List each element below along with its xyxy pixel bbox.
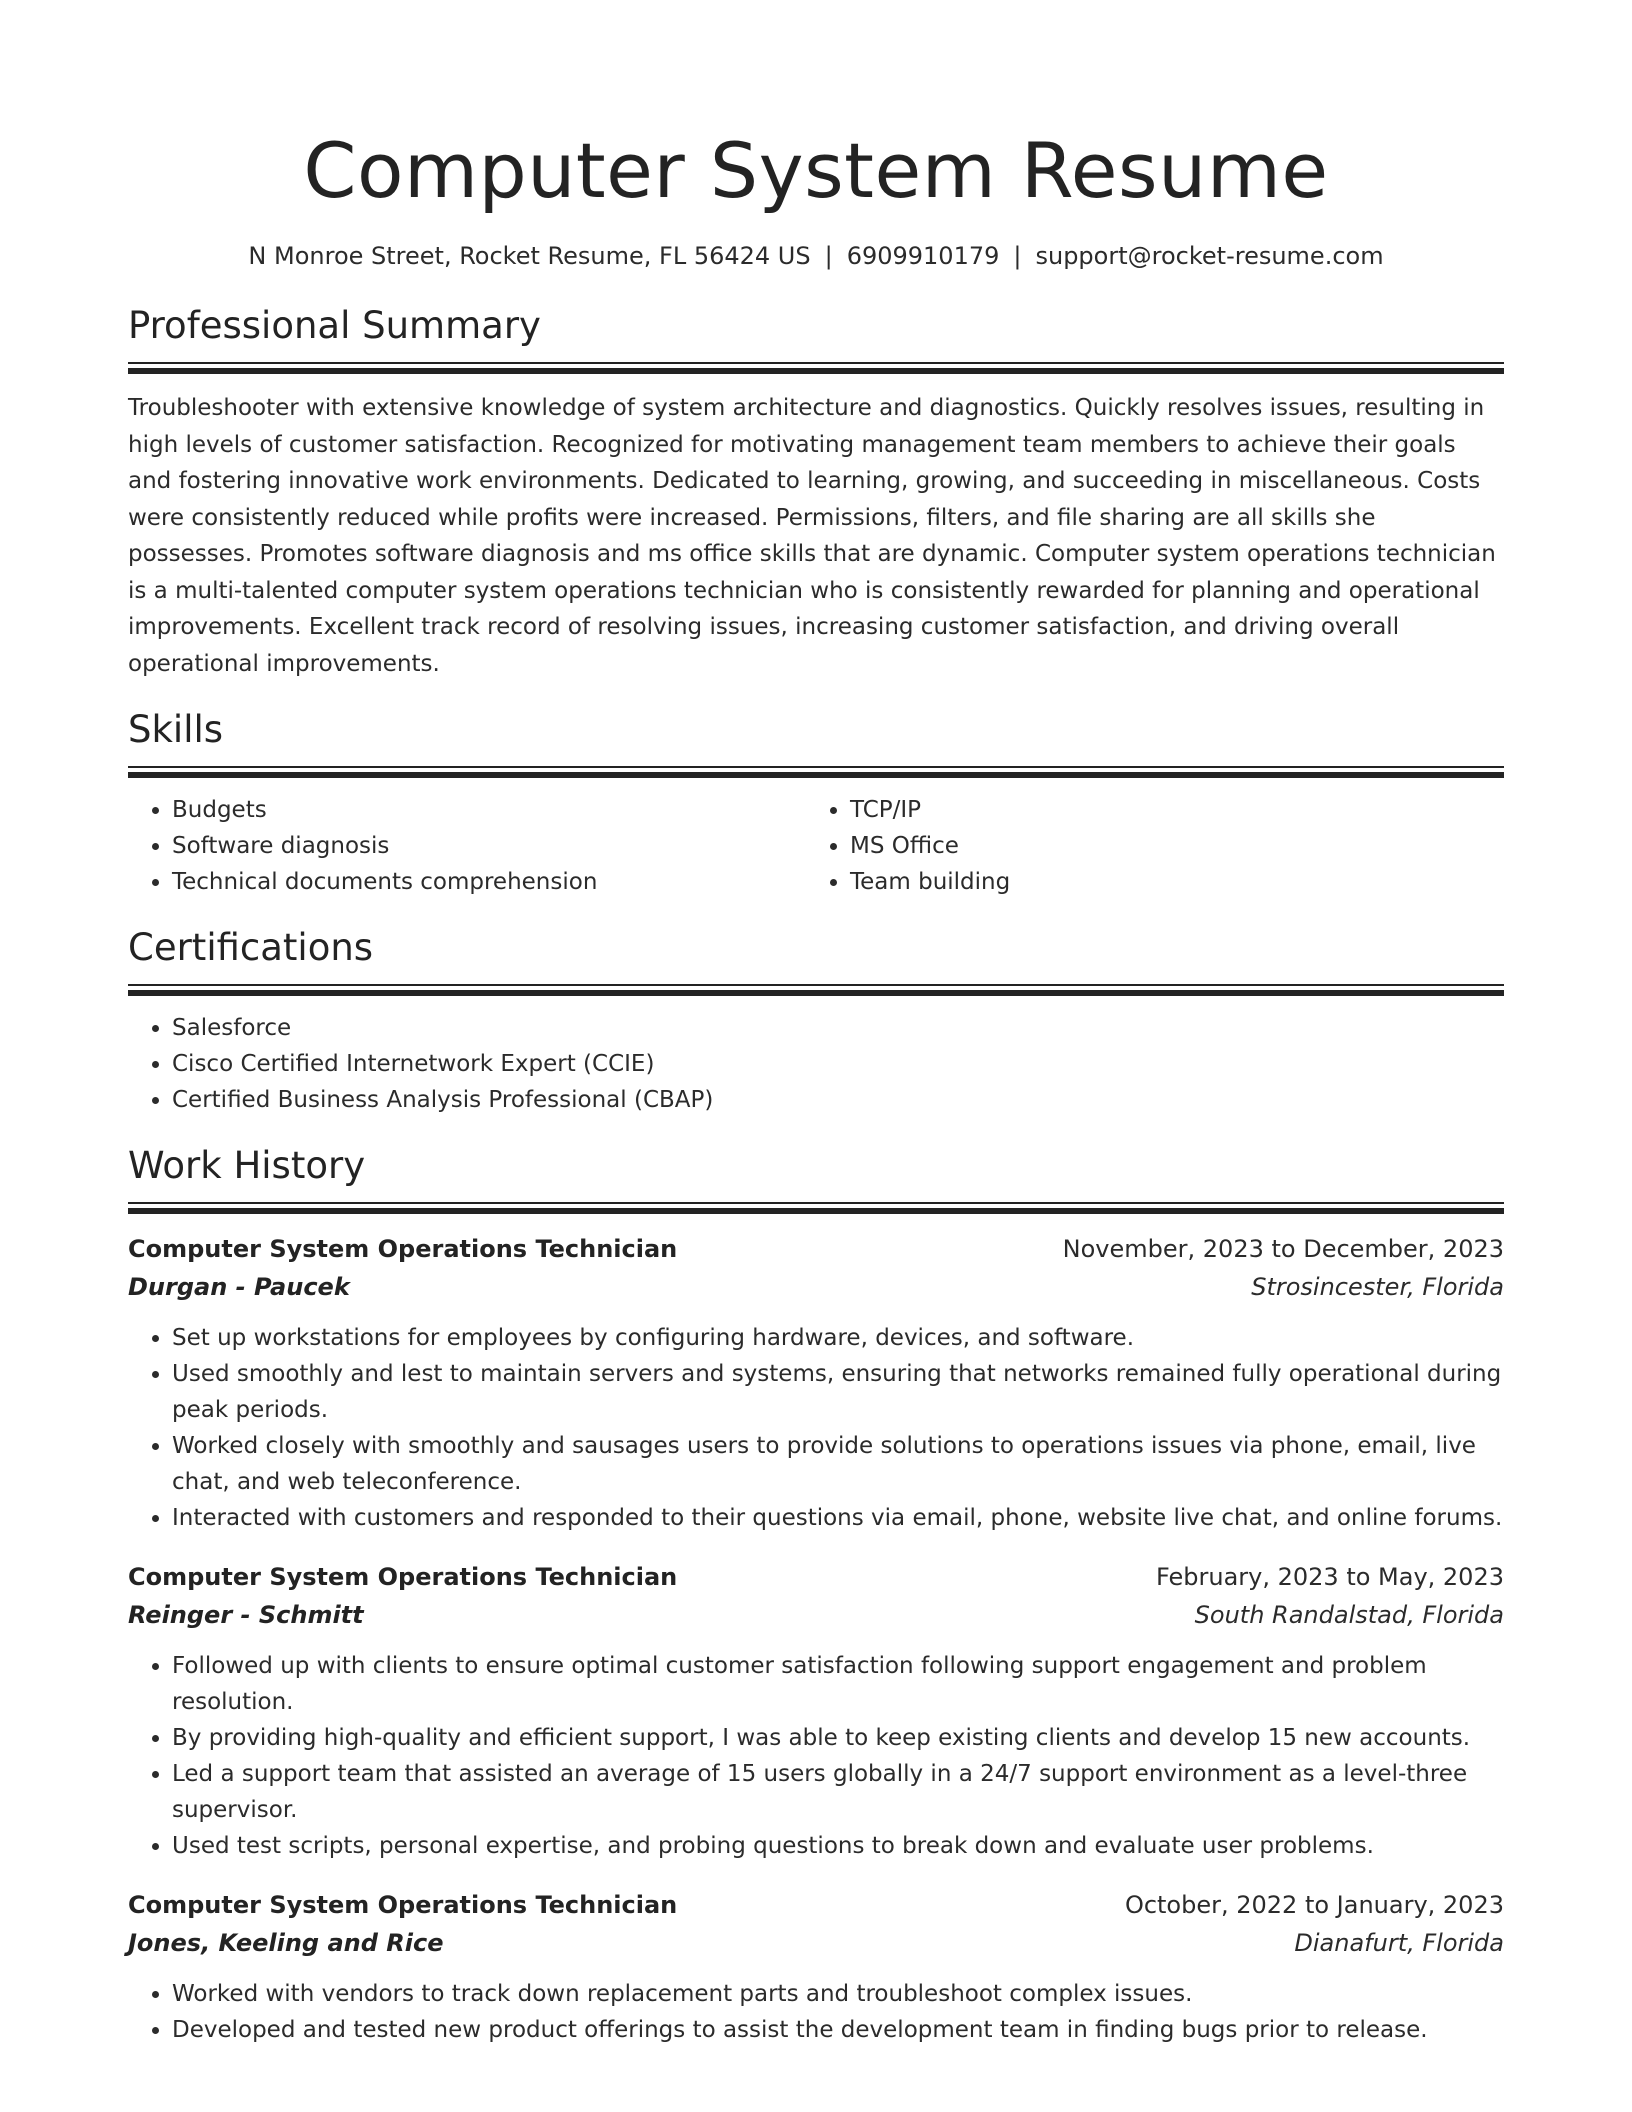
job-subheader bbox=[128, 1268, 1504, 1306]
resume-name: Computer System Resume bbox=[303, 126, 1329, 215]
job-entry bbox=[128, 1558, 1504, 1864]
job-location: Dianafurt, Florida bbox=[1294, 1929, 1504, 1957]
duty-item: • Used test scripts, personal expertise, and probing questions to break down and evaluate user problems. bbox=[172, 1828, 1504, 1864]
job-location: South Randalstad, Florida bbox=[1194, 1601, 1504, 1629]
skills-grid bbox=[128, 792, 1504, 900]
job-header bbox=[128, 1558, 1504, 1596]
contact-address: N Monroe Street, Rocket Resume, FL 56424 US bbox=[248, 242, 811, 270]
job-title: Computer System Operations Technician bbox=[128, 1235, 678, 1263]
section-divider bbox=[128, 1202, 1504, 1214]
job-header bbox=[128, 1230, 1504, 1268]
duty-item: • Worked closely with smoothly and sausages users to provide solutions to operations issues via phone, email, live chat, and web teleconference. bbox=[172, 1428, 1504, 1500]
job-entry bbox=[128, 1230, 1504, 1536]
contact-separator: | bbox=[1013, 242, 1022, 270]
certification-item: • Certified Business Analysis Professional (CBAP) bbox=[172, 1082, 1504, 1118]
section-divider bbox=[128, 362, 1504, 374]
job-company: Durgan - Paucek bbox=[128, 1273, 350, 1301]
contact-line bbox=[128, 240, 1504, 272]
duty-item: • Developed and tested new product offerings to assist the development team in finding bugs prior to release. bbox=[172, 2012, 1504, 2048]
job-company: Reinger - Schmitt bbox=[128, 1601, 364, 1629]
duty-item: • Used smoothly and lest to maintain servers and systems, ensuring that networks remained fully operational during peak periods. bbox=[172, 1356, 1504, 1428]
skills-section bbox=[128, 706, 1504, 900]
skill-item: • Team building bbox=[850, 864, 1484, 900]
job-duties bbox=[128, 1320, 1504, 1536]
job-title: Computer System Operations Technician bbox=[128, 1563, 678, 1591]
job-company: Jones, Keeling and Rice bbox=[128, 1929, 444, 1957]
skill-item: • MS Office bbox=[850, 828, 1484, 864]
contact-phone: 6909910179 bbox=[846, 242, 1000, 270]
job-dates: November, 2023 to December, 2023 bbox=[1062, 1235, 1504, 1263]
job-dates: October, 2022 to January, 2023 bbox=[1124, 1891, 1504, 1919]
certifications-section bbox=[128, 924, 1504, 1118]
job-header bbox=[128, 1886, 1504, 1924]
certifications-list bbox=[128, 1010, 1504, 1118]
job-duties bbox=[128, 1976, 1504, 2048]
section-divider bbox=[128, 766, 1504, 778]
job-dates: February, 2023 to May, 2023 bbox=[1156, 1563, 1504, 1591]
duty-item: • Followed up with clients to ensure optimal customer satisfaction following support engagement and problem resolution. bbox=[172, 1648, 1504, 1720]
job-subheader bbox=[128, 1924, 1504, 1962]
skill-item: • TCP/IP bbox=[850, 792, 1484, 828]
skills-list-right bbox=[806, 792, 1484, 900]
skills-list-left bbox=[128, 792, 806, 900]
skill-item: • Software diagnosis bbox=[172, 828, 806, 864]
section-title-skills: Skills bbox=[128, 708, 224, 751]
summary-text: Troubleshooter with extensive knowledge of system architecture and diagnostics. Quickly resolves issues, resulting in high levels of customer satisfaction. Recognized for motivating management team members to achieve their goals and fostering innovative work environments. Dedicated to learning, growing, and succeeding in miscellaneous. Costs were consistently reduced while profits were increased. Permissions, filters, and file sharing are all skills she possesses. Promotes software diagnosis and ms office skills that are dynamic. Computer system operations technician is a multi-talented computer system operations technician who is consistently rewarded for planning and operational improvements. Excellent track record of resolving issues, increasing customer satisfaction, and driving overall operational improvements. bbox=[128, 395, 1496, 677]
contact-separator: | bbox=[824, 242, 833, 270]
duty-item: • Interacted with customers and responded to their questions via email, phone, website live chat, and online forums. bbox=[172, 1500, 1504, 1536]
summary-section bbox=[128, 302, 1504, 682]
job-duties bbox=[128, 1648, 1504, 1864]
skill-item: • Budgets bbox=[172, 792, 806, 828]
job-location: Strosincester, Florida bbox=[1251, 1273, 1504, 1301]
job-title: Computer System Operations Technician bbox=[128, 1891, 678, 1919]
section-title-work-history: Work History bbox=[128, 1144, 366, 1187]
duty-item: • By providing high-quality and efficient support, I was able to keep existing clients and develop 15 new accounts. bbox=[172, 1720, 1504, 1756]
skill-item: • Technical documents comprehension bbox=[172, 864, 806, 900]
section-title-certifications: Certifications bbox=[128, 926, 374, 969]
duty-item: • Worked with vendors to track down replacement parts and troubleshoot complex issues. bbox=[172, 1976, 1504, 2012]
certification-item: • Salesforce bbox=[172, 1010, 1504, 1046]
duty-item: • Led a support team that assisted an average of 15 users globally in a 24/7 support environment as a level-three supervisor. bbox=[172, 1756, 1504, 1828]
contact-email: support@rocket-resume.com bbox=[1035, 242, 1384, 270]
work-history-section bbox=[128, 1142, 1504, 2048]
job-entry bbox=[128, 1886, 1504, 2048]
job-subheader bbox=[128, 1596, 1504, 1634]
section-title-summary: Professional Summary bbox=[128, 304, 541, 347]
duty-item: • Set up workstations for employees by configuring hardware, devices, and software. bbox=[172, 1320, 1504, 1356]
certification-item: • Cisco Certified Internetwork Expert (CCIE) bbox=[172, 1046, 1504, 1082]
section-divider bbox=[128, 984, 1504, 996]
